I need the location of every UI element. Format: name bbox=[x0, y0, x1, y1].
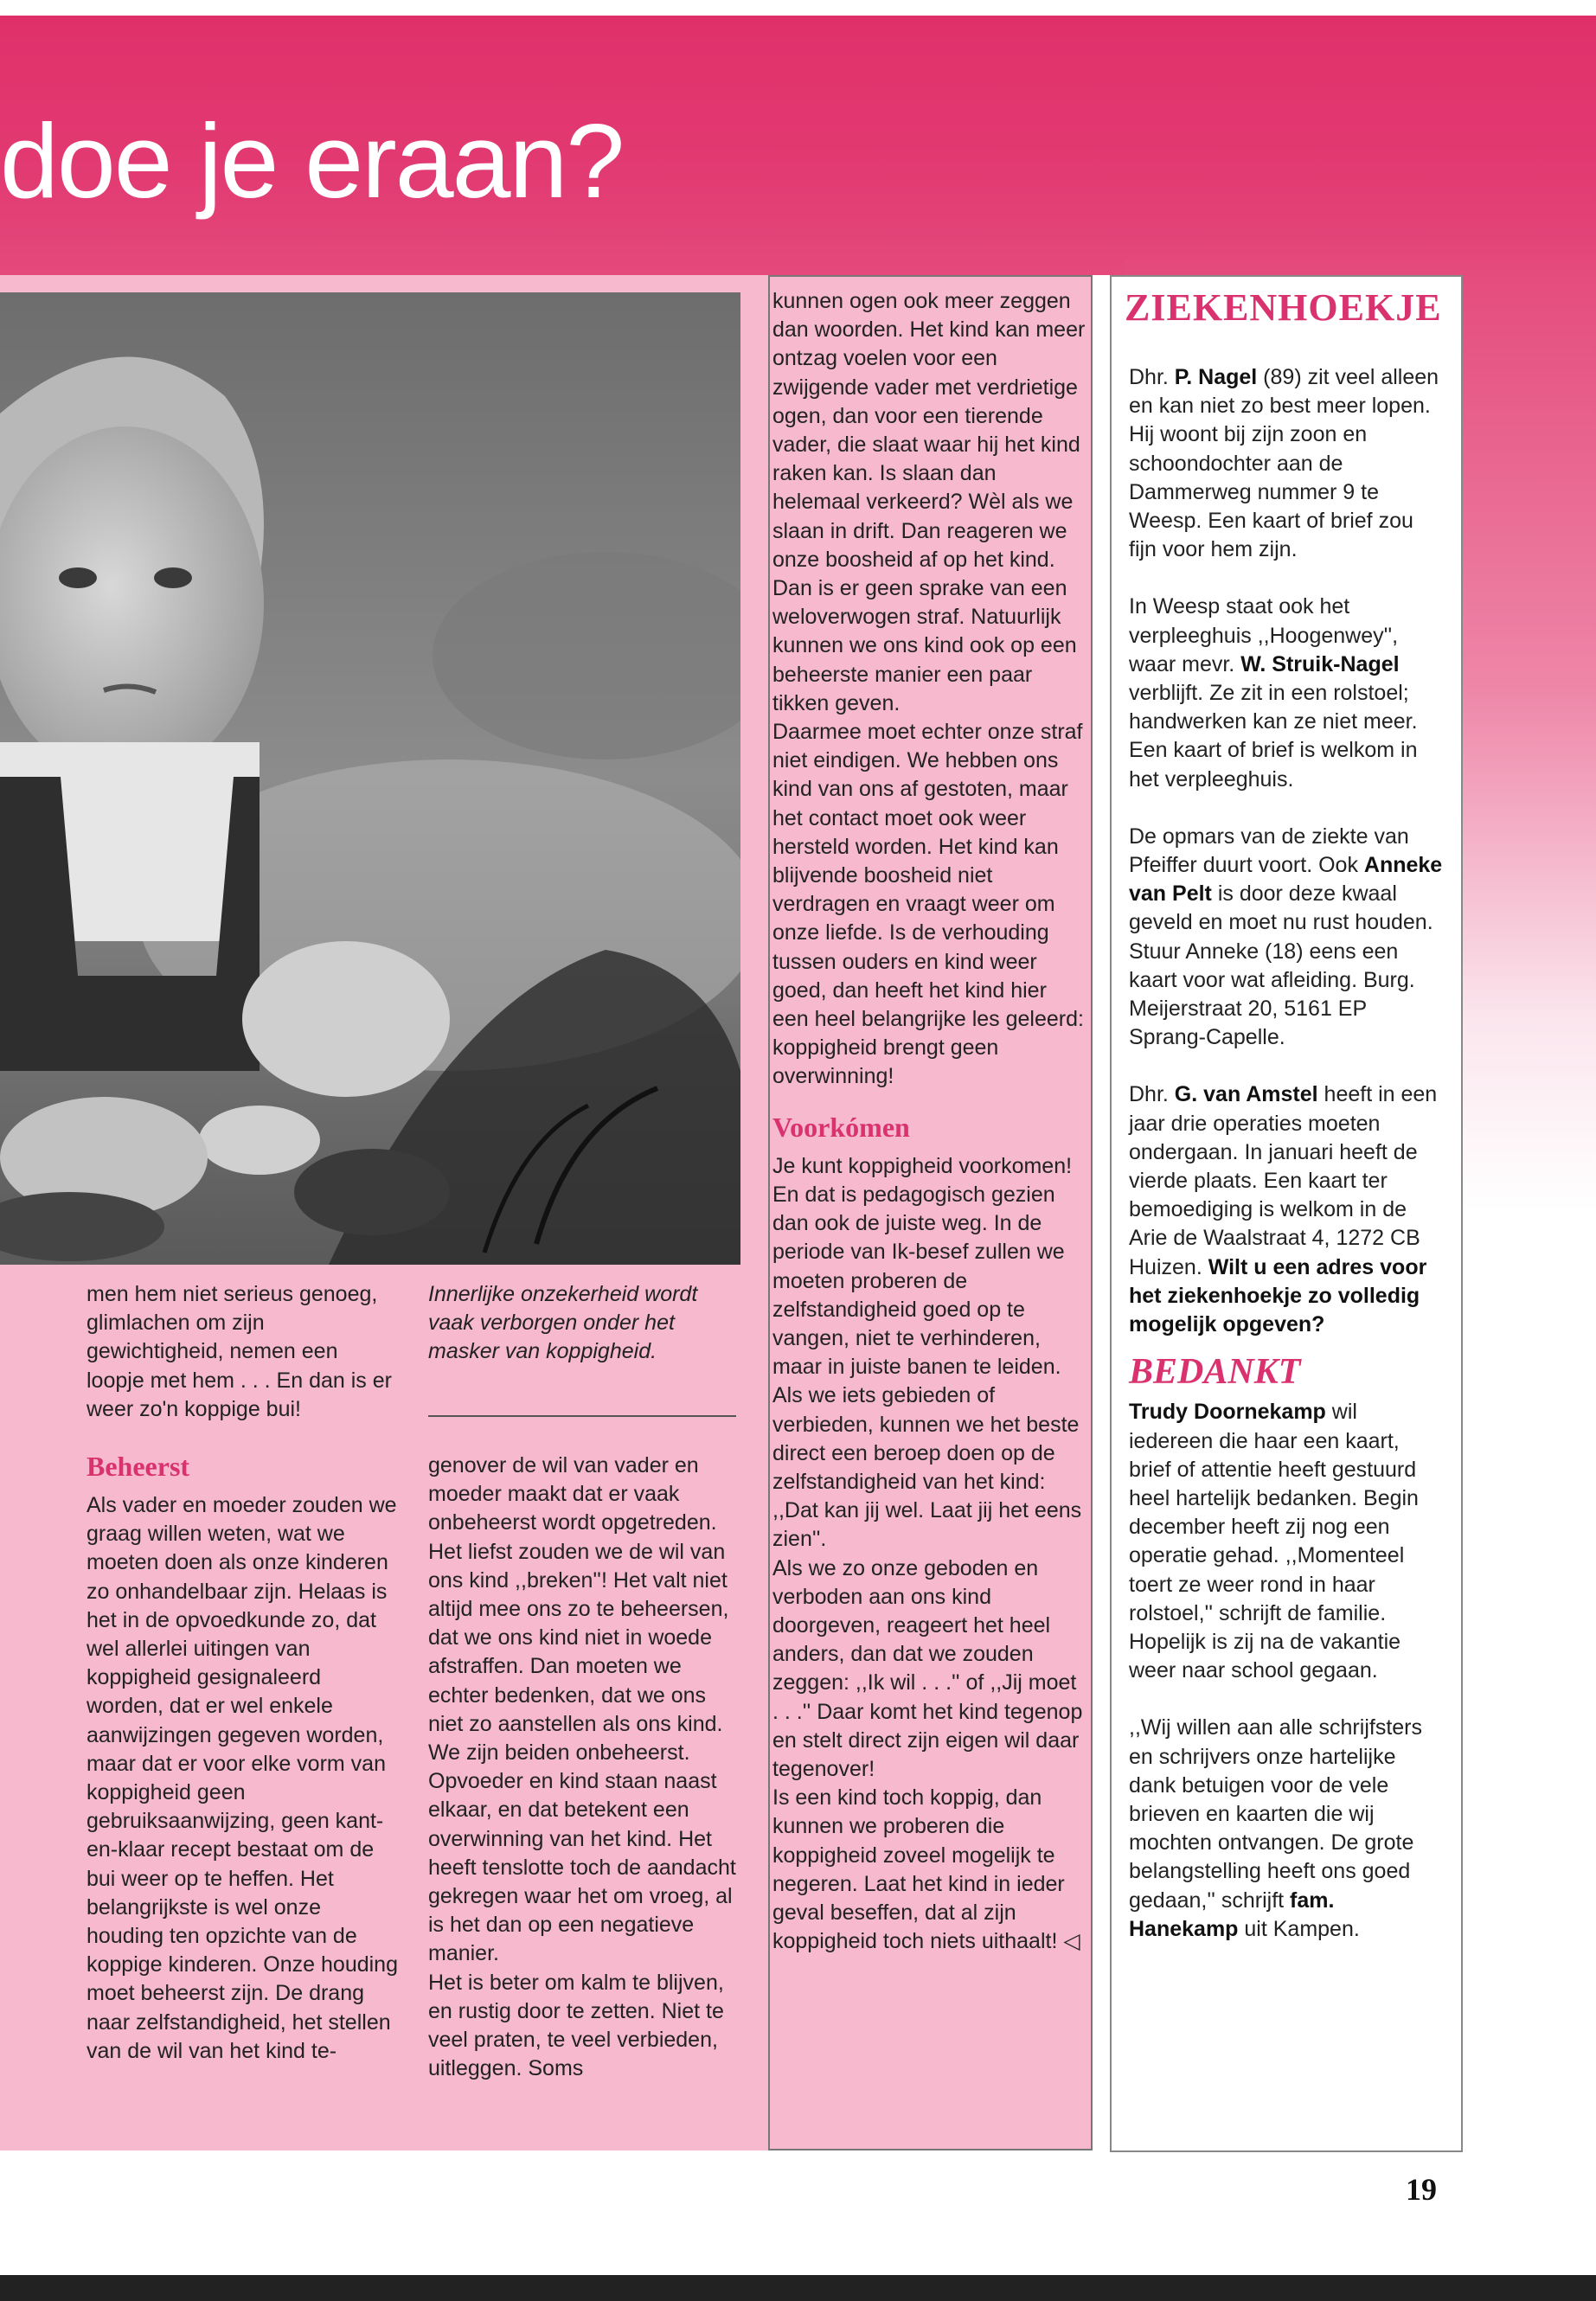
right-body-3: Je kunt koppigheid voorkomen! En dat is pedagogisch gezien dan ook de juiste weg. In de periode van Ik-besef zullen we moeten proberen de zelfstandigheid goed op te vangen, niet te verhinderen, maar in juiste banen te leiden. Als we iets gebieden of verbieden, kunnen we het beste direct een beroep doen op de zelfstandigheid van het kind: ,,Dat kan jij wel. Laat jij het eens zien''. bbox=[772, 1153, 1082, 1552]
right-column bbox=[772, 287, 1086, 1956]
right-body-1: kunnen ogen ook meer zeggen dan woorden. Het kind kan meer ontzag voelen voor een zwijgende vader met verdrietige ogen, dan voor een tierende vader, die slaat waar hij het kind raken kan. Is slaan dan helemaal verkeerd? Wèl als we slaan in drift. Dan reageren we onze boosheid af op het kind. Dan is er geen sprake van een weloverwogen straf. Natuurlijk kunnen we ons kind ook op een beheerste manier een paar tikken geven. bbox=[772, 289, 1086, 715]
middle-body-2: Het is beter om kalm te blijven, en rustig door te zetten. Niet te veel praten, te veel verbieden, uitleggen. Soms bbox=[428, 1970, 724, 2081]
sidebar-item: In Weesp staat ook het verpleeghuis ,,Hoogenwey'', waar mevr. W. Struik-Nagel verblijft. Ze zit in een rolstoel; handwerken kan ze niet meer. Een kaart of brief is welkom in het verpleeghuis. bbox=[1129, 594, 1418, 792]
sidebar-item: ,,Wij willen aan alle schrijfsters en schrijvers onze hartelijke dank betuigen voor de vele brieven en kaarten die wij mochten ontvangen. De grote belangstelling heeft ons goed gedaan,'' schrijft fam. Hanekamp uit Kampen. bbox=[1129, 1715, 1422, 1941]
pull-quote: Innerlijke onzekerheid wordt vaak verborgen onder het masker van koppigheid. bbox=[428, 1282, 698, 1364]
sidebar-item: Dhr. P. Nagel (89) zit veel alleen en kan niet zo best meer lopen. Hij woont bij zijn zoon en schoondochter aan de Dammerweg nummer 9 te Weesp. Een kaart of brief zou fijn voor hem zijn. bbox=[1129, 365, 1439, 562]
sidebar-item: Dhr. G. van Amstel heeft in een jaar drie operaties moeten ondergaan. In januari heeft de vierde plaats. Een kaart ter bemoediging is welkom in de Arie de Waalstraat 4, 1272 CB Huizen. Wilt u een adres voor het ziekenhoekje zo volledig mogelijk opgeven? bbox=[1129, 1082, 1438, 1337]
page-number: 19 bbox=[1406, 2172, 1437, 2207]
scan-edge bbox=[0, 2275, 1596, 2301]
left-column bbox=[87, 1280, 398, 2066]
sidebar-content bbox=[1129, 363, 1445, 1944]
middle-column bbox=[428, 1452, 736, 2083]
sidebar-item: De opmars van de ziekte van Pfeiffer duurt voort. Ook Anneke van Pelt is door deze kwaal geveld en moet nu rust houden. Stuur Anneke (18) eens een kaart voor wat afleiding. Burg. Meijerstraat 20, 5161 EP Sprang-Capelle. bbox=[1129, 824, 1443, 1050]
heading-voorkomen: Voorkómen bbox=[772, 1111, 910, 1143]
right-body-4: Als we zo onze geboden en verboden aan ons kind doorgeven, reageert het heel anders, dan dat we zouden zeggen: ,,Ik wil . . .'' of ,,Jij moet . . .'' Daar komt het kind tegenop en stelt direct zijn eigen wil daar tegenover! bbox=[772, 1555, 1083, 1781]
right-body-2: Daarmee moet echter onze straf niet eindigen. We hebben ons kind van ons af gestoten, maar het contact moet ook weer hersteld worden. Het kind kan blijvende boosheid niet verdragen en vraagt weer om onze liefde. Is de verhouding tussen ouders en kind weer goed, dan heeft het kind hier een heel belangrijke les geleerd: koppigheid brengt geen overwinning! bbox=[772, 720, 1084, 1089]
child-photo bbox=[0, 292, 740, 1265]
middle-body: genover de wil van vader en moeder maakt dat er vaak onbeheerst wordt opgetreden. Het liefst zouden we de wil van ons kind ,,breken''! Het valt niet altijd mee ons zo te beheersen, dat we ons kind niet in woede afstraffen. Dan moeten we echter bedenken, dat we ons niet zo aanstellen als ons kind. We zijn beiden onbeheerst. Opvoeder en kind staan naast elkaar, en dat betekent een overwinning van het kind. Het heeft tenslotte toch de aandacht gekregen waar het om vroeg, al is het dan op een negatieve manier. bbox=[428, 1453, 736, 1966]
heading-bedankt: BEDANKT bbox=[1129, 1352, 1301, 1393]
page-title: doe je eraan? bbox=[0, 102, 624, 220]
sidebar-item: Trudy Doornekamp wil iedereen die haar een kaart, brief of attentie heeft gestuurd heel hartelijk bedanken. Begin december heeft zij nog een operatie gehad. ,,Momenteel toert ze weer rond in haar rolstoel,'' schrijft de familie. Hopelijk is zij na de vakantie weer naar school gegaan. bbox=[1129, 1400, 1419, 1683]
quote-divider bbox=[428, 1415, 736, 1417]
heading-beheerst: Beheerst bbox=[87, 1451, 190, 1483]
left-body: Als vader en moeder zouden we graag willen weten, wat we moeten doen als onze kinderen zo onhandelbaar zijn. Helaas is het in de opvoedkunde zo, dat wel allerlei uitingen van koppigheid gesignaleerd worden, dat er wel enkele aanwijzingen gegeven worden, maar dat er voor elke vorm van koppigheid geen gebruiksaanwijzing, geen kant-en-klaar recept bestaat om de bui weer op te heffen. Het belangrijkste is wel onze houding ten opzichte van de koppige kinderen. Onze houding moet beheerst zijn. De drang naar zelfstandigheid, het stellen van de wil van het kind te- bbox=[87, 1493, 398, 2063]
left-intro: men hem niet serieus genoeg, glimlachen om zijn gewichtigheid, nemen een loopje met hem . . . En dan is er weer zo'n koppige bui! bbox=[87, 1282, 392, 1421]
right-body-5: Is een kind toch koppig, dan kunnen we proberen die koppigheid zoveel mogelijk te negeren. Laat het kind in ieder geval beseffen, dat al zijn koppigheid toch niets uithaalt! ◁ bbox=[772, 1785, 1080, 1954]
sidebar-title: ZIEKENHOEKJE bbox=[1125, 286, 1442, 329]
